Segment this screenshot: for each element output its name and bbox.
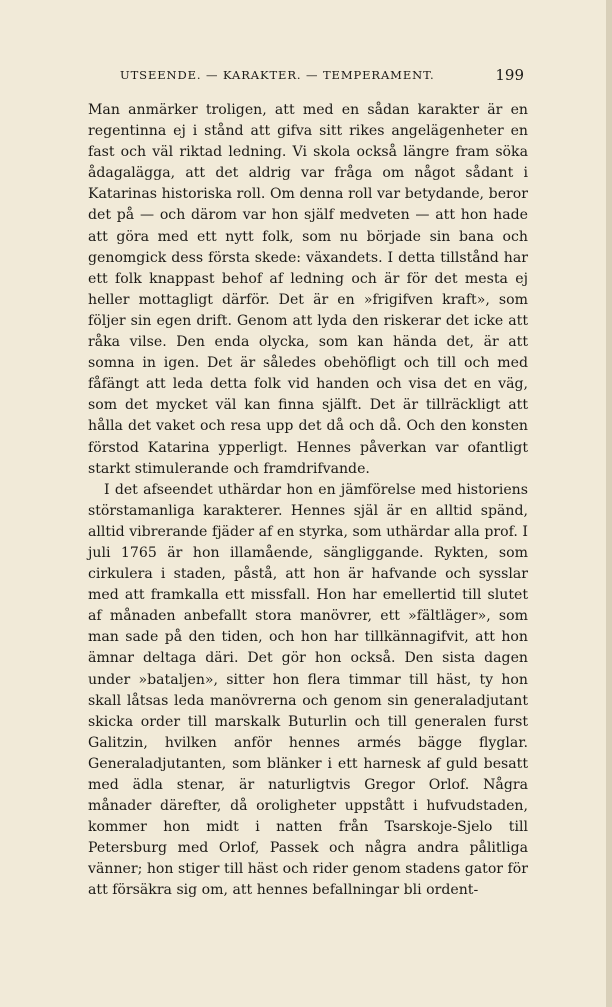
page-number: 199	[495, 66, 524, 84]
running-head: UTSEENDE. — KARAKTER. — TEMPERAMENT.	[120, 68, 435, 82]
body-text	[88, 100, 528, 902]
page-header	[0, 66, 612, 88]
paragraph-1: Man anmärker troligen, att med en sådan karakter är en regentinna ej i stånd att gifva sitt rikes angelägenheter en fast och väl riktad ledning. Vi skola också längre fram söka ådagalägga, att det aldrig var fråga om något sådant i Katarinas historiska roll. Om denna roll var betydande, beror det på — och därom var hon själf medveten — att hon hade att göra med ett nytt folk, som nu började sin bana och genomgick dess första skede: växandets. I detta tillstånd har ett folk knappast behof af ledning och är för det mesta ej heller mottagligt därför. Det är en »frigifven kraft», som följer sin egen drift. Genom att lyda den riskerar det icke att råka vilse. Den enda olycka, som kan hända det, är att somna in igen. Det är således obehöfligt och till och med fåfängt att leda detta folk vid handen och visa det en väg, som det mycket väl kan finna själft. Det är tillräckligt att hålla det vaket och resa upp det då och då. Och den konsten förstod Katarina ypperligt. Hennes påverkan var ofantligt starkt stimulerande och framdrifvande.	[88, 102, 528, 477]
page-edge	[606, 0, 612, 1007]
paragraph-2: I det afseendet uthärdar hon en jämförelse med historiens störstamanliga karakterer. Hennes själ är en alltid spänd, alltid vibrerande fjäder af en styrka, som uthärdar alla prof. I juli 1765 är hon illamående, sängliggande. Rykten, som cirkulera i staden, påstå, att hon är hafvande och sysslar med att framkalla ett missfall. Hon har emellertid till slutet af månaden anbefallt stora manövrer, ett »fältläger», som man sade på den tiden, och hon har tillkännagifvit, att hon ämnar deltaga däri. Det gör hon också. Den sista dagen under »bataljen», sitter hon flera timmar till häst, ty hon skall låtsas leda manövrerna och genom sin generaladjutant skicka order till marskalk Buturlin och till generalen furst Galitzin, hvilken anför hennes armés bägge flyglar. Generaladjutanten, som blänker i ett harnesk af guld besatt med ädla stenar, är naturligtvis Gregor Orlof. Några månader därefter, då oroligheter uppstått i hufvudstaden, kommer hon midt i natten från Tsarskoje-Sjelo till Petersburg med Orlof, Passek och några andra pålitliga vänner; hon stiger till häst och rider genom stadens gator för att försäkra sig om, att hennes befallningar bli ordent-	[88, 481, 528, 899]
